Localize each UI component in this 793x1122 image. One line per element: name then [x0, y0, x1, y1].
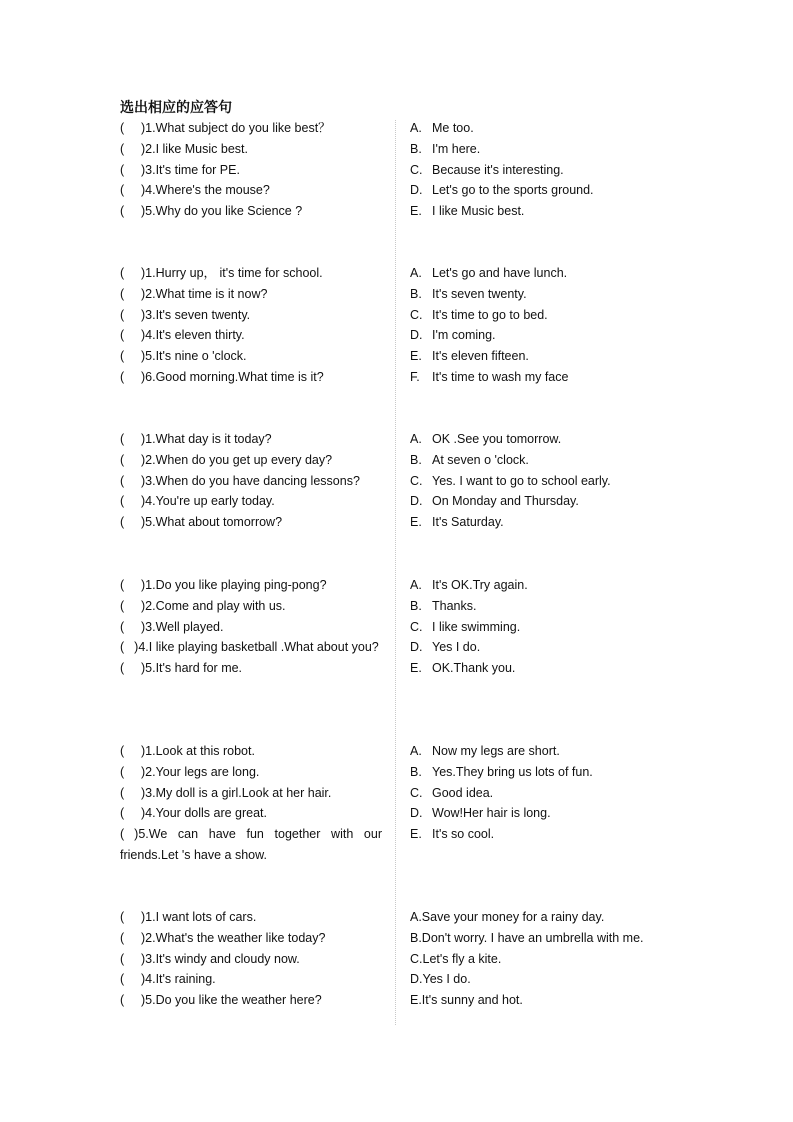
question-text: )4.It's raining.: [141, 972, 216, 987]
questions-column: [120, 263, 382, 388]
question-item: [120, 325, 382, 346]
option-letter: E.: [410, 204, 422, 219]
question-text: )1.I want lots of cars.: [141, 910, 257, 924]
question-text: )4.Where's the mouse?: [141, 183, 270, 198]
question-text: )5.Why do you like Science ?: [141, 204, 303, 219]
answer-option: [410, 783, 680, 804]
option-text: Good idea.: [432, 785, 494, 800]
question-item: [120, 284, 382, 305]
question-item: [120, 783, 382, 804]
question-item: [120, 949, 382, 970]
question-text: )4.Your dolls are great.: [141, 806, 268, 821]
option-text: It's time to wash my face: [432, 369, 569, 384]
question-item: [120, 637, 382, 658]
answer-option: [410, 346, 680, 367]
option-letter: A.: [410, 266, 422, 280]
option-letter: A.: [410, 432, 422, 446]
answer-option: [410, 160, 680, 181]
answer-option: [410, 471, 680, 492]
option-text: I'm coming.: [432, 328, 496, 343]
answers-column: [410, 741, 680, 845]
question-text: )1.Hurry up， it's time for school.: [141, 266, 323, 280]
question-text: )5.We can have fun together with our friends.Let 's have a show.: [120, 827, 382, 862]
answer-blank[interactable]: (: [120, 515, 125, 530]
answer-option: [410, 637, 680, 658]
answer-blank[interactable]: (: [120, 328, 125, 343]
option-text: Thanks.: [432, 598, 477, 613]
questions-column: [120, 429, 382, 533]
option-text: It's seven twenty.: [432, 286, 527, 301]
question-item: [120, 762, 382, 783]
question-text: )2.Your legs are long.: [141, 764, 260, 779]
option-letter: B.: [410, 452, 422, 467]
option-text: I'm here.: [432, 141, 481, 156]
answer-blank[interactable]: (: [120, 349, 125, 364]
option-letter: D.: [410, 806, 423, 821]
question-text: )3.It's windy and cloudy now.: [141, 951, 300, 966]
answer-blank[interactable]: (: [120, 806, 125, 821]
option-text: OK.Thank you.: [432, 661, 516, 676]
option-text: C.Let's fly a kite.: [410, 951, 502, 966]
option-text: It's OK.Try again.: [432, 578, 528, 592]
answer-option: [410, 118, 680, 139]
questions-column: [120, 907, 382, 1011]
option-letter: D.: [410, 328, 423, 343]
answer-blank[interactable]: (: [120, 951, 125, 966]
questions-column: [120, 741, 382, 866]
question-item: [120, 429, 382, 450]
question-text: )5.What about tomorrow?: [141, 515, 283, 530]
question-text: )3.When do you have dancing lessons?: [141, 473, 360, 488]
answer-option: [410, 367, 680, 388]
option-letter: B.: [410, 286, 422, 301]
question-item: [120, 803, 382, 824]
answer-blank[interactable]: (: [120, 266, 125, 280]
answer-option: [410, 617, 680, 638]
answer-option: [410, 284, 680, 305]
answer-blank[interactable]: (: [120, 183, 125, 198]
answer-blank[interactable]: (: [120, 764, 125, 779]
option-text: Now my legs are short.: [432, 744, 560, 758]
answer-blank[interactable]: (: [120, 204, 125, 219]
answer-blank[interactable]: (: [120, 432, 125, 446]
option-text: E.It's sunny and hot.: [410, 993, 523, 1008]
question-item: [120, 741, 382, 762]
column-divider: [395, 120, 396, 1025]
option-text: On Monday and Thursday.: [432, 494, 579, 509]
option-text: Yes.They bring us lots of fun.: [432, 764, 593, 779]
question-item: [120, 160, 382, 181]
answer-option: [410, 803, 680, 824]
question-text: )5.It's hard for me.: [141, 661, 243, 676]
answer-option: [410, 263, 680, 284]
page-title: 选出相应的应答句: [120, 100, 232, 116]
option-letter: E.: [410, 349, 422, 364]
question-item: [120, 658, 382, 679]
question-text: )1.Look at this robot.: [141, 744, 255, 758]
question-text: )2.When do you get up every day?: [141, 452, 333, 467]
question-item: [120, 305, 382, 326]
answer-option: [410, 512, 680, 533]
answer-option: [410, 969, 680, 990]
option-text: I like swimming.: [432, 619, 521, 634]
answer-blank[interactable]: (: [120, 661, 125, 676]
answer-blank[interactable]: (: [120, 910, 125, 924]
answers-column: [410, 907, 680, 1011]
answer-blank[interactable]: (: [120, 972, 125, 987]
option-text: Yes I do.: [432, 640, 481, 655]
answer-blank[interactable]: (: [120, 286, 125, 301]
answers-column: [410, 429, 680, 533]
option-letter: A.: [410, 744, 422, 758]
question-text: )4.You're up early today.: [141, 494, 275, 509]
question-item: [120, 824, 382, 866]
question-item: [120, 471, 382, 492]
question-text: )1.What day is it today?: [141, 432, 272, 446]
answer-option: [410, 762, 680, 783]
option-letter: D.: [410, 640, 423, 655]
option-letter: B.: [410, 598, 422, 613]
question-text: )4.I like playing basketball .What about you?: [134, 640, 379, 655]
option-text: Let's go to the sports ground.: [432, 183, 594, 198]
answer-blank[interactable]: (: [120, 307, 125, 322]
option-text: Because it's interesting.: [432, 162, 564, 177]
answer-option: [410, 139, 680, 160]
questions-column: [120, 118, 382, 222]
question-item: [120, 491, 382, 512]
question-item: [120, 450, 382, 471]
option-text: At seven o 'clock.: [432, 452, 529, 467]
answer-blank[interactable]: (: [120, 598, 125, 613]
question-item: [120, 928, 382, 949]
question-text: )2.Come and play with us.: [141, 598, 286, 613]
option-text: It's time to go to bed.: [432, 307, 548, 322]
question-text: )3.Well played.: [141, 619, 224, 634]
answer-blank[interactable]: (: [120, 121, 125, 135]
option-letter: B.: [410, 141, 422, 156]
questions-column: [120, 575, 382, 679]
answer-blank[interactable]: (: [120, 619, 125, 634]
question-item: [120, 990, 382, 1011]
answer-option: [410, 450, 680, 471]
answer-blank[interactable]: (: [120, 785, 125, 800]
question-item: [120, 118, 382, 139]
option-letter: E.: [410, 515, 422, 530]
option-text: B.Don't worry. I have an umbrella with me.: [410, 930, 644, 945]
question-item: [120, 512, 382, 533]
question-item: [120, 575, 382, 596]
question-item: [120, 263, 382, 284]
option-letter: A.: [410, 578, 422, 592]
question-item: [120, 907, 382, 928]
answer-blank[interactable]: (: [120, 578, 125, 592]
question-text: )5.Do you like the weather here?: [141, 993, 322, 1008]
answer-blank[interactable]: (: [120, 993, 125, 1008]
answers-column: [410, 118, 680, 222]
question-text: )1.Do you like playing ping-pong?: [141, 578, 327, 592]
answer-option: [410, 180, 680, 201]
answer-blank[interactable]: (: [120, 640, 125, 655]
option-letter: C.: [410, 307, 423, 322]
option-text: Me too.: [432, 121, 474, 135]
question-text: )3.My doll is a girl.Look at her hair.: [141, 785, 332, 800]
question-text: )5.It's nine o 'clock.: [141, 349, 247, 364]
option-text: Wow!Her hair is long.: [432, 806, 551, 821]
answer-option: [410, 949, 680, 970]
question-item: [120, 367, 382, 388]
question-item: [120, 201, 382, 222]
option-letter: D.: [410, 183, 423, 198]
answers-column: [410, 575, 680, 679]
answer-blank[interactable]: (: [120, 930, 125, 945]
question-text: )3.It's time for PE.: [141, 162, 240, 177]
question-text: )2.What time is it now?: [141, 286, 268, 301]
question-text: )2.What's the weather like today?: [141, 930, 326, 945]
answer-blank[interactable]: (: [120, 494, 125, 509]
option-letter: D.: [410, 494, 423, 509]
option-text: I like Music best.: [432, 204, 525, 219]
question-item: [120, 139, 382, 160]
option-text: It's eleven fifteen.: [432, 349, 529, 364]
answer-blank[interactable]: (: [120, 452, 125, 467]
option-letter: A.: [410, 121, 422, 135]
answer-option: [410, 824, 680, 845]
question-text: )3.It's seven twenty.: [141, 307, 251, 322]
answer-option: [410, 575, 680, 596]
option-letter: C.: [410, 162, 423, 177]
option-letter: C.: [410, 785, 423, 800]
option-letter: B.: [410, 764, 422, 779]
answer-blank[interactable]: (: [120, 369, 125, 384]
option-text: It's so cool.: [432, 827, 495, 842]
answer-option: [410, 928, 680, 949]
option-letter: E.: [410, 827, 422, 842]
question-item: [120, 969, 382, 990]
answer-blank[interactable]: (: [120, 827, 125, 842]
question-item: [120, 346, 382, 367]
answer-option: [410, 491, 680, 512]
answer-option: [410, 429, 680, 450]
answer-blank[interactable]: (: [120, 473, 125, 488]
option-text: A.Save your money for a rainy day.: [410, 910, 605, 924]
question-item: [120, 180, 382, 201]
question-text: )1.What subject do you like best？: [141, 121, 331, 135]
option-letter: F.: [410, 369, 420, 384]
answer-blank[interactable]: (: [120, 162, 125, 177]
option-letter: C.: [410, 473, 423, 488]
question-text: )2.I like Music best.: [141, 141, 248, 156]
option-text: Let's go and have lunch.: [432, 266, 568, 280]
question-text: )4.It's eleven thirty.: [141, 328, 245, 343]
option-letter: E.: [410, 661, 422, 676]
answer-option: [410, 305, 680, 326]
answers-column: [410, 263, 680, 388]
answer-blank[interactable]: (: [120, 744, 125, 758]
answer-option: [410, 325, 680, 346]
question-item: [120, 617, 382, 638]
question-text: )6.Good morning.What time is it?: [141, 369, 324, 384]
option-text: D.Yes I do.: [410, 972, 471, 987]
answer-option: [410, 658, 680, 679]
question-item: [120, 596, 382, 617]
answer-blank[interactable]: (: [120, 141, 125, 156]
option-text: OK .See you tomorrow.: [432, 432, 562, 446]
answer-option: [410, 990, 680, 1011]
answer-option: [410, 741, 680, 762]
option-letter: C.: [410, 619, 423, 634]
option-text: Yes. I want to go to school early.: [432, 473, 611, 488]
answer-option: [410, 201, 680, 222]
answer-option: [410, 907, 680, 928]
option-text: It's Saturday.: [432, 515, 504, 530]
answer-option: [410, 596, 680, 617]
